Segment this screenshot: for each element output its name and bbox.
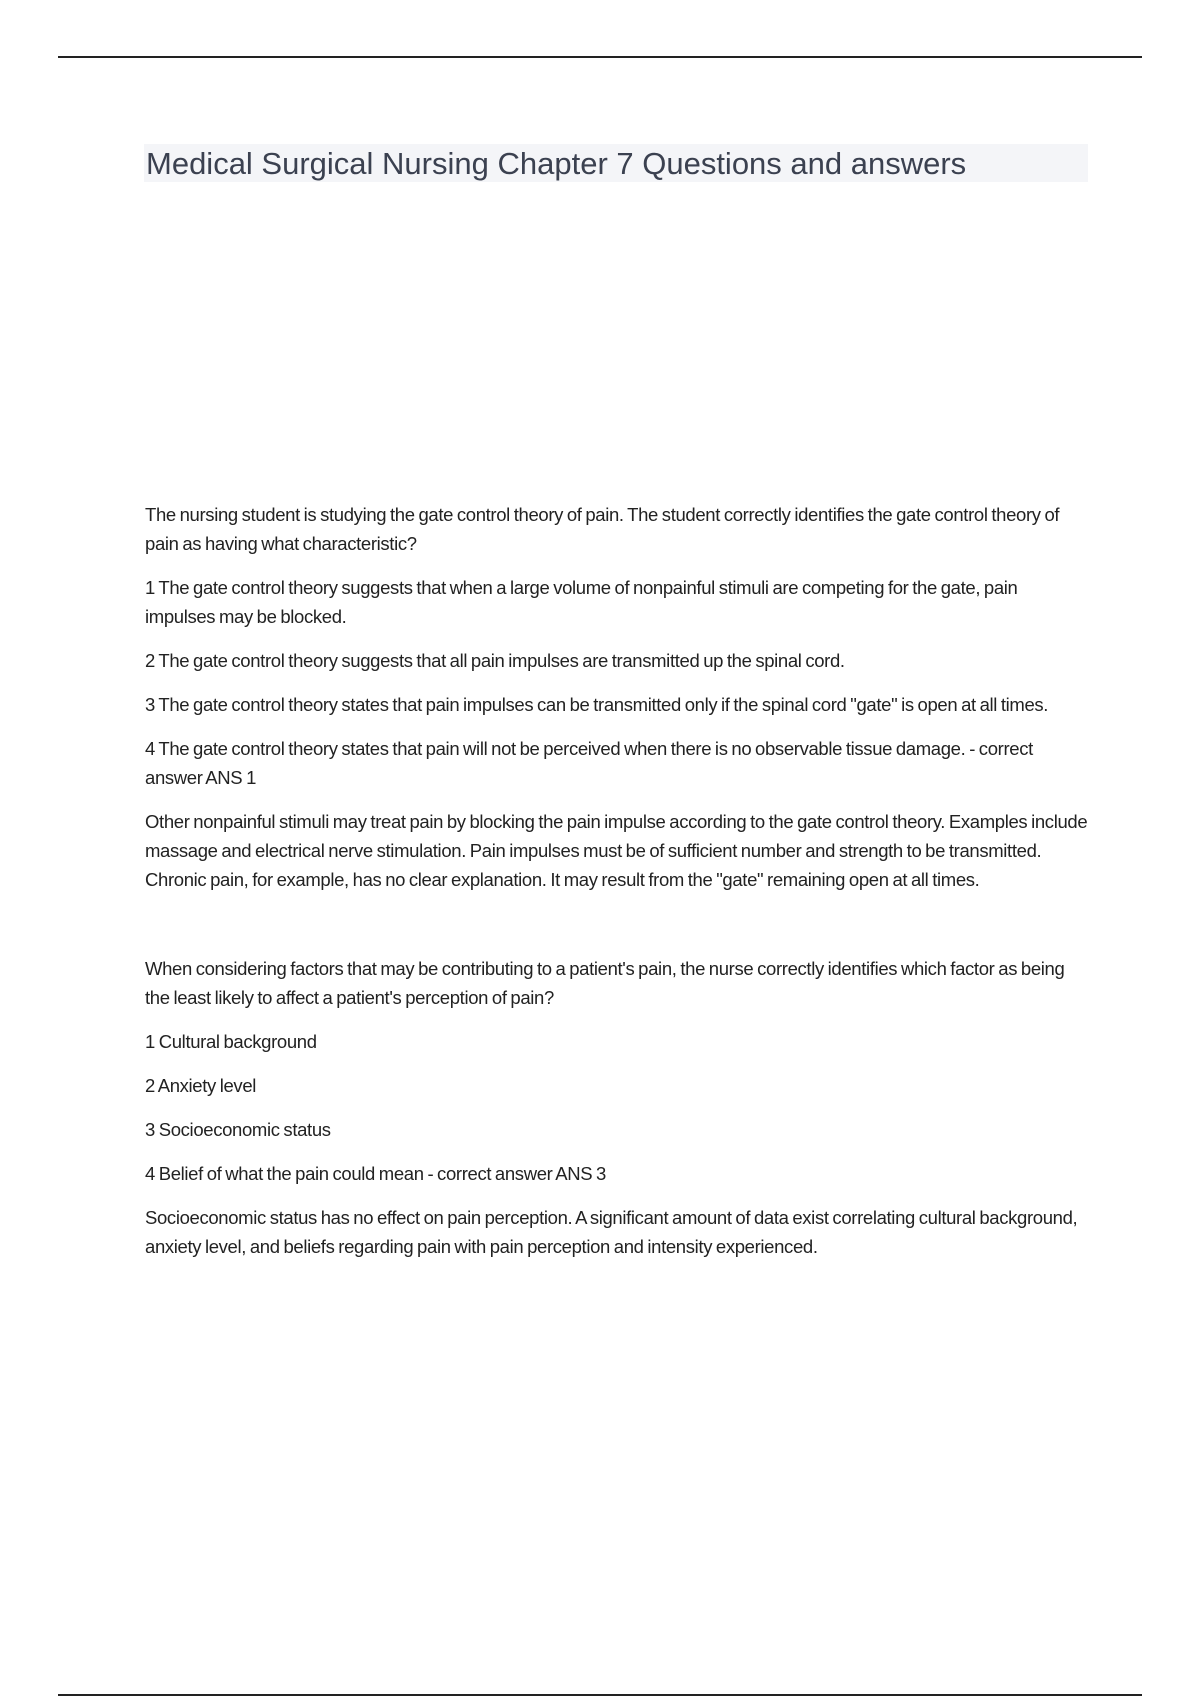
document-title: Medical Surgical Nursing Chapter 7 Questions and answers xyxy=(146,146,967,181)
question-text: The nursing student is studying the gate control theory of pain. The student correctly identifies the gate control theory of pain as having what characteristic? xyxy=(145,504,1060,554)
document-body xyxy=(145,500,1089,1276)
answer-option: 1 The gate control theory suggests that when a large volume of nonpainful stimuli are competing for the gate, pain impulses may be blocked. xyxy=(145,577,1018,627)
answer-option: 4 Belief of what the pain could mean - correct answer ANS 3 xyxy=(145,1163,606,1184)
answer-option: 2 The gate control theory suggests that all pain impulses are transmitted up the spinal cord. xyxy=(145,650,845,671)
rationale-text: Socioeconomic status has no effect on pain perception. A significant amount of data exist correlating cultural background, anxiety level, and beliefs regarding pain with pain perception and intensity experienced. xyxy=(145,1207,1078,1257)
top-rule xyxy=(58,56,1142,58)
answer-option: 2 Anxiety level xyxy=(145,1075,257,1096)
answer-option: 4 The gate control theory states that pain will not be perceived when there is no observable tissue damage. - correct answer ANS 1 xyxy=(145,738,1033,788)
question-block-2 xyxy=(145,954,1089,1261)
bottom-rule xyxy=(58,1694,1142,1696)
answer-option: 3 Socioeconomic status xyxy=(145,1119,331,1140)
question-block-1 xyxy=(145,500,1089,894)
question-text: When considering factors that may be contributing to a patient's pain, the nurse correctly identifies which factor as being the least likely to affect a patient's perception of pain? xyxy=(145,958,1065,1008)
rationale-text: Other nonpainful stimuli may treat pain by blocking the pain impulse according to the gate control theory. Examples include massage and electrical nerve stimulation. Pain impulses must be of sufficient number and strength to be transmitted. Chronic pain, for example, has no clear explanation. It may result from the "gate" remaining open at all times. xyxy=(145,811,1088,890)
answer-option: 1 Cultural background xyxy=(145,1031,317,1052)
answer-option: 3 The gate control theory states that pain impulses can be transmitted only if the spinal cord "gate" is open at all times. xyxy=(145,694,1049,715)
